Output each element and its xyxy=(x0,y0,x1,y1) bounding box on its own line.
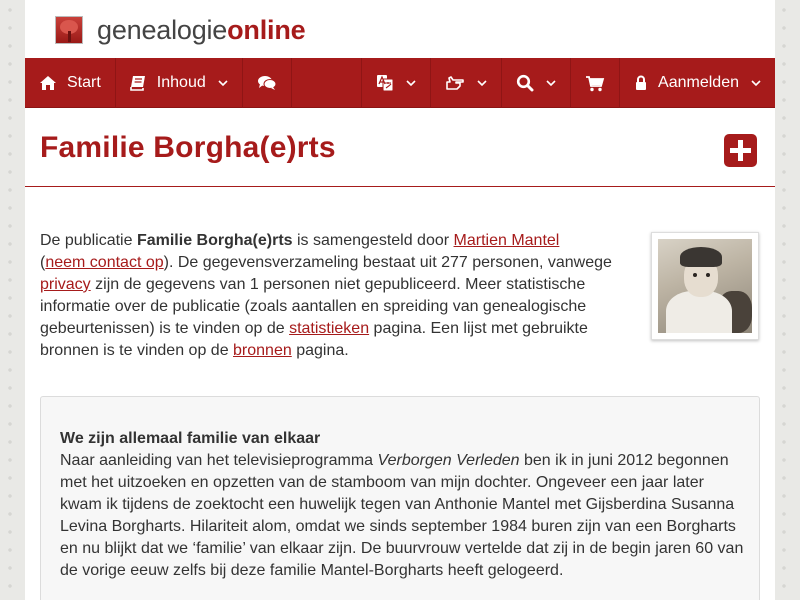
nav-language[interactable] xyxy=(362,58,431,108)
nav-hand[interactable] xyxy=(431,58,502,108)
nav-start[interactable] xyxy=(25,58,116,108)
site-name xyxy=(97,15,305,46)
lock-icon xyxy=(634,75,648,91)
intro-text: ( xyxy=(40,254,46,271)
nav-forum[interactable] xyxy=(243,58,292,108)
contact-link[interactable]: neem contact op xyxy=(45,254,164,271)
intro-text: zijn de gegevens van 1 personen niet gepubliceerd. Meer statistische informatie over de publicatie (zoals aantallen en spreiding van genealogische gebeurtenissen) is te vinden op de xyxy=(40,276,587,337)
intro-text: pagina. Een lijst met gebruikte bronnen is te vinden op de xyxy=(40,320,588,359)
chevron-down-icon xyxy=(546,80,556,87)
intro-text: ). De gegevensverzameling bestaat uit 277 personen, vanwege xyxy=(163,254,612,271)
tree-logo-icon xyxy=(55,16,83,44)
statistics-link[interactable]: statistieken xyxy=(289,320,370,337)
search-icon xyxy=(516,74,534,92)
nav-login-label: Aanmelden xyxy=(658,74,739,91)
author-link[interactable]: Martien Mantel xyxy=(453,232,560,249)
story-heading: We zijn allemaal familie van elkaar xyxy=(60,430,321,447)
chevron-down-icon xyxy=(477,80,487,87)
nav-inhoud-label: Inhoud xyxy=(156,74,206,91)
hand-pointer-icon xyxy=(445,75,465,91)
nav-login[interactable] xyxy=(620,58,775,108)
child-photo xyxy=(658,239,752,333)
translate-icon xyxy=(376,74,394,92)
main-navigation xyxy=(25,58,775,108)
publication-name: Familie Borgha(e)rts xyxy=(136,232,293,249)
add-button[interactable] xyxy=(724,134,757,167)
site-logo[interactable] xyxy=(55,14,305,46)
site-name-part2: online xyxy=(227,14,306,45)
privacy-link[interactable]: privacy xyxy=(40,276,91,293)
home-icon xyxy=(39,75,57,91)
nav-cart[interactable] xyxy=(571,58,620,108)
chat-icon xyxy=(257,75,277,91)
cart-icon xyxy=(585,75,605,92)
nav-spacer xyxy=(292,58,362,107)
story-box xyxy=(40,396,760,600)
book-icon xyxy=(130,75,147,91)
title-divider xyxy=(25,186,775,187)
chevron-down-icon xyxy=(218,80,228,87)
chevron-down-icon xyxy=(751,80,761,87)
chevron-down-icon xyxy=(406,80,416,87)
nav-start-label: Start xyxy=(67,74,101,91)
intro-text: De publicatie xyxy=(40,232,137,249)
publication-intro xyxy=(40,230,630,362)
sources-link[interactable]: bronnen xyxy=(233,342,292,359)
program-name: Verborgen Verleden xyxy=(377,452,520,469)
publication-photo[interactable] xyxy=(651,232,759,340)
intro-text: is samengesteld door xyxy=(292,232,454,249)
page-container xyxy=(25,0,775,600)
nav-search[interactable] xyxy=(502,58,571,108)
nav-inhoud[interactable] xyxy=(116,58,243,108)
story-content xyxy=(60,428,745,582)
story-text: Naar aanleiding van het televisieprogramma xyxy=(60,452,378,469)
intro-text: pagina. xyxy=(291,342,349,359)
story-text: ben ik in juni 2012 begonnen met het uitzoeken en opzetten van de stamboom van mijn dochter. Ongeveer een jaar later kwam ik tijdens de zoektocht een huwelijk tegen van Anthonie Mantel met Gijsberdina Susanna Levina Borgharts. Hilariteit alom, omdat we sinds september 1984 buren zijn van een Borgharts en nu blijkt dat we ‘familie’ van elkaar zijn. De buurvrouw vertelde dat zij in de begin jaren 60 van de vorige eeuw zelfs bij deze familie Mantel-Borgharts heeft gelogeerd. xyxy=(60,452,744,579)
story-paragraph xyxy=(60,450,745,582)
page-title: Familie Borgha(e)rts xyxy=(40,131,336,164)
site-name-part1: genealogie xyxy=(97,14,228,45)
